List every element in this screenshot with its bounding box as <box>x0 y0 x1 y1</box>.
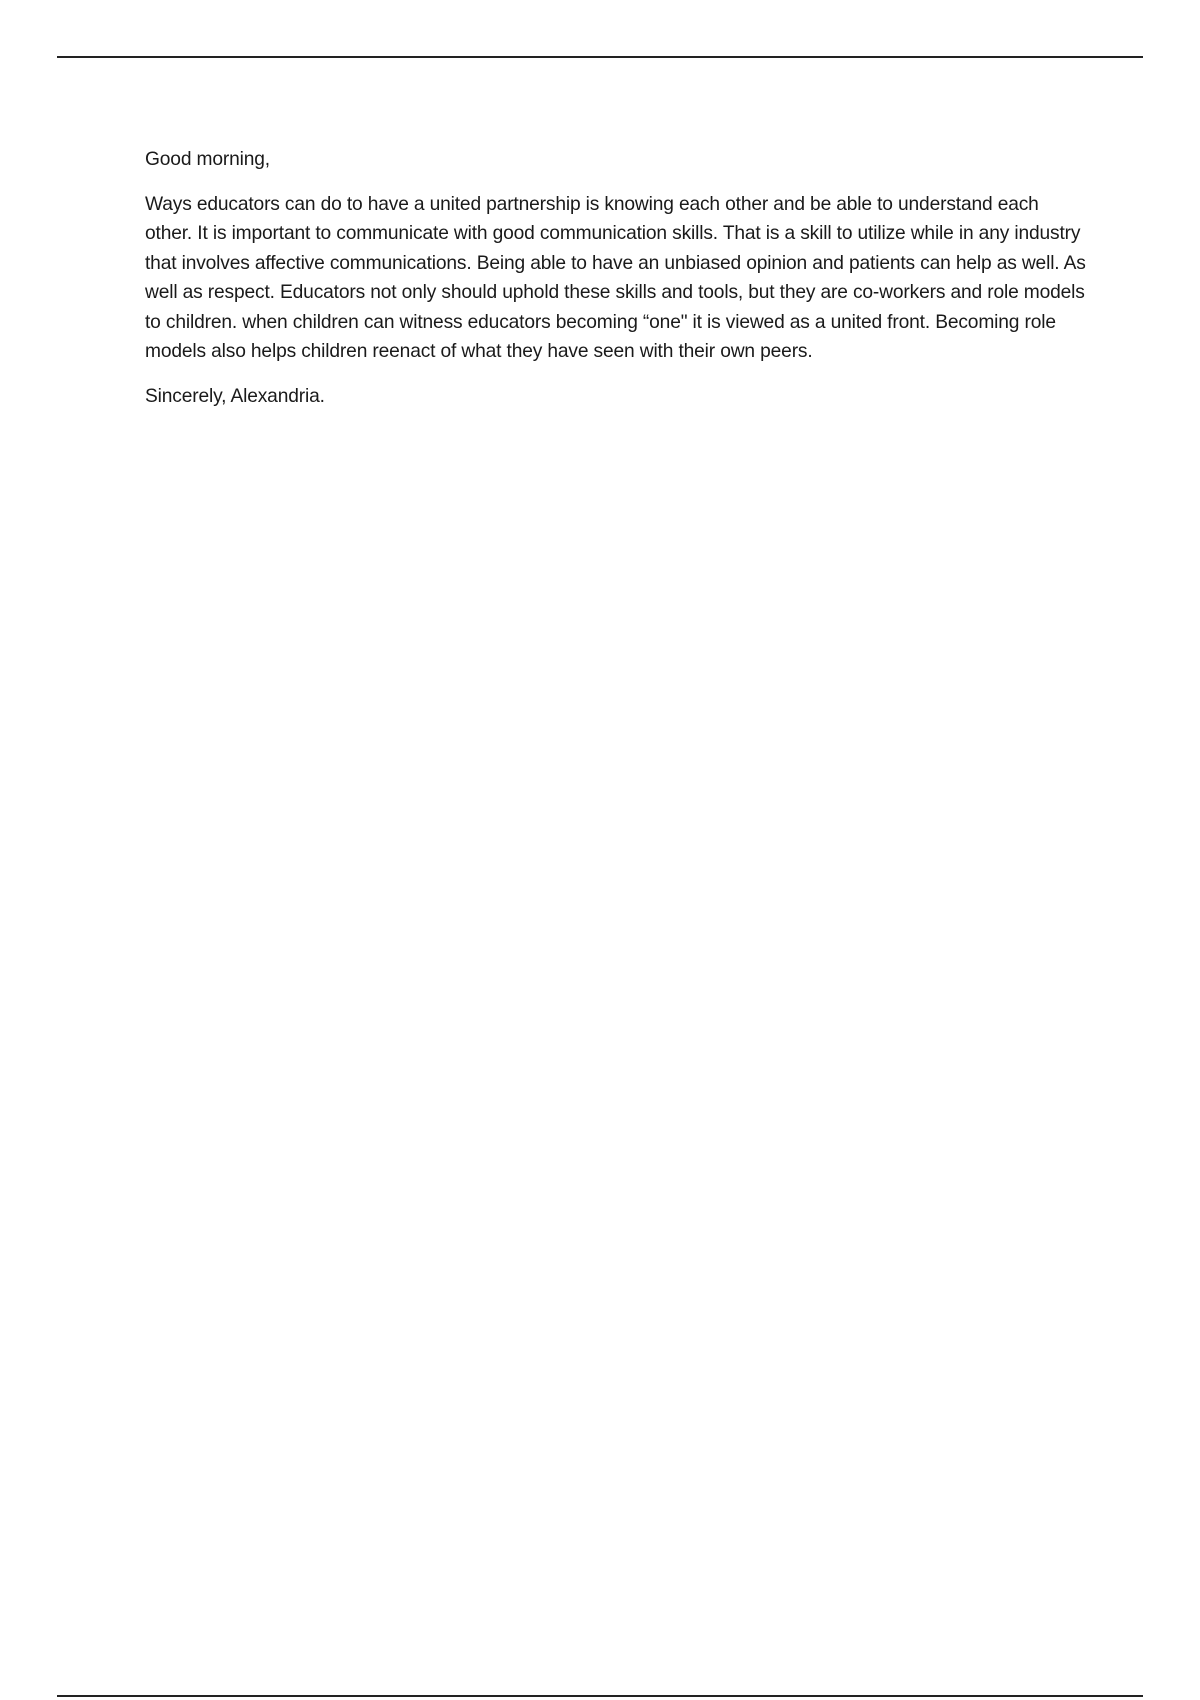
body-paragraph: Ways educators can do to have a united partnership is knowing each other and be able to understand each other. It is important to communicate with good communication skills. That is a skill to utilize while in any industry that involves affective communications. Being able to have an unbiased opinion and patients can help as well. As well as respect. Educators not only should uphold these skills and tools, but they are co-workers and role models to children. when children can witness educators becoming “one" it is viewed as a united front. Becoming role models also helps children reenact of what they have seen with their own peers. <box>145 193 1086 362</box>
bottom-rule <box>57 1695 1143 1697</box>
closing-text: Sincerely, Alexandria. <box>145 385 325 407</box>
letter-content <box>145 145 1090 426</box>
top-rule <box>57 56 1143 58</box>
greeting-text: Good morning, <box>145 149 270 170</box>
